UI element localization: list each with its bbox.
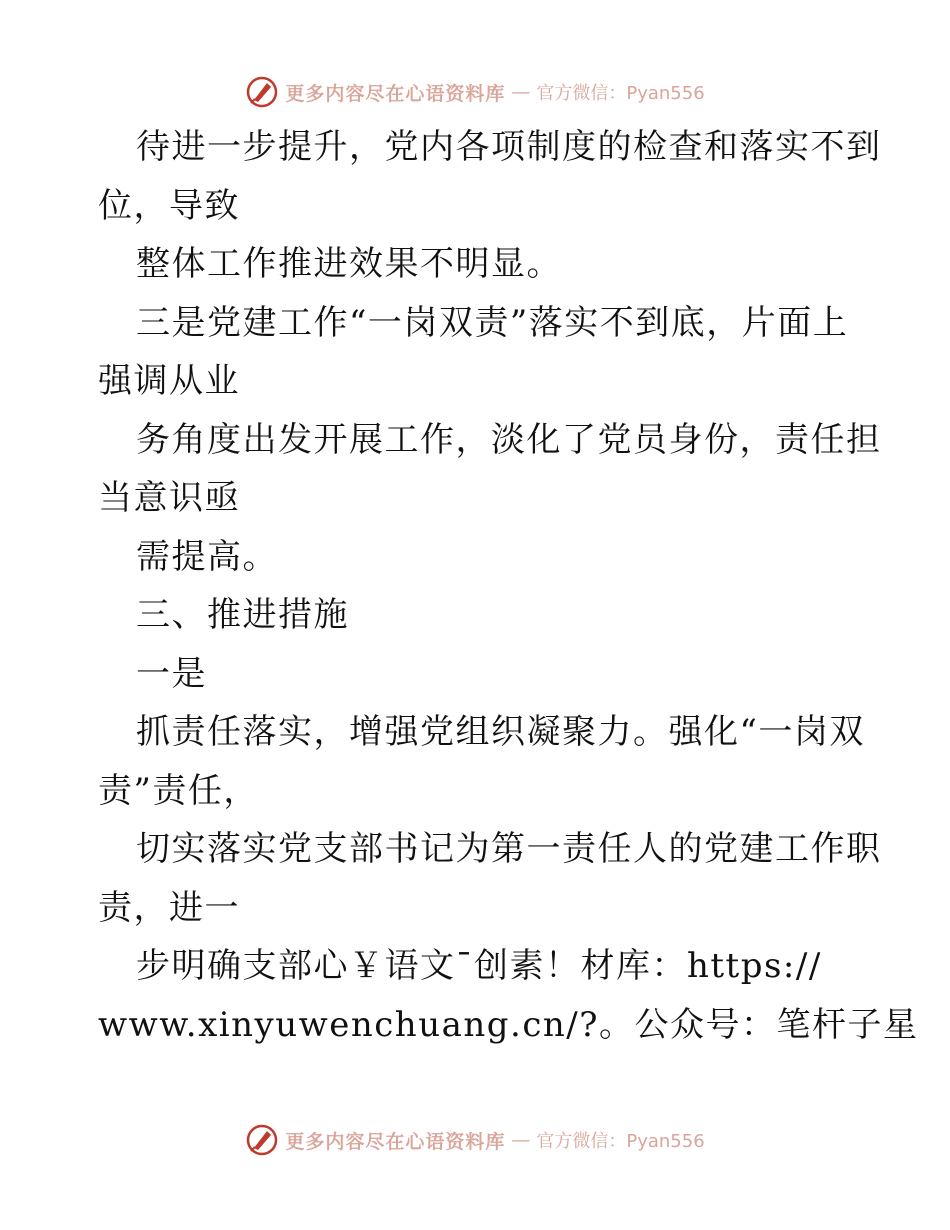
body-line: 当意识亟 — [98, 478, 240, 518]
header-promo-text: 更多内容尽在心语资料库 — [285, 82, 506, 105]
body-line: 需提高。 — [136, 536, 278, 577]
header-wechat-text: 官方微信：Pyan556 — [536, 83, 705, 104]
body-line: 责，进一 — [98, 887, 240, 928]
footer-wechat-text: 官方微信：Pyan556 — [536, 1131, 705, 1152]
body-line: 责”责任， — [98, 770, 259, 811]
body-line: 三是党建工作“一岗双责”落实不到底，片面上 — [136, 302, 849, 343]
body-line: 位，导致 — [98, 185, 240, 226]
body-line: 切实落实党支部书记为第一责任人的党建工作职 — [136, 829, 882, 869]
pen-nib-circle-icon — [245, 1123, 279, 1157]
body-line: 整体工作推进效果不明显。 — [136, 244, 562, 284]
body-line: 强调从业 — [98, 361, 240, 401]
document-body — [98, 118, 919, 1054]
body-line: 抓责任落实，增强党组织凝聚力。强化“一岗双 — [136, 712, 865, 752]
footer-separator: — — [511, 1129, 531, 1151]
header-separator: — — [511, 81, 531, 103]
body-line: 待进一步提升，党内各项制度的检查和落实不到 — [136, 127, 882, 167]
body-line: 一是 — [136, 653, 207, 694]
body-line: 步明确支部心￥语文¯创素！材库：https:// — [136, 946, 822, 986]
footer-banner — [0, 1120, 950, 1160]
header-banner — [0, 72, 950, 112]
body-line: 务角度出发开展工作，淡化了党员身份，责任担 — [136, 419, 882, 460]
section-heading: 三、推进措施 — [136, 595, 349, 635]
body-line: www.xinyuwenchuang.cn/?。公众号：笔杆子星 — [98, 1004, 919, 1045]
footer-promo-text: 更多内容尽在心语资料库 — [285, 1130, 506, 1153]
pen-nib-circle-icon — [245, 75, 279, 109]
